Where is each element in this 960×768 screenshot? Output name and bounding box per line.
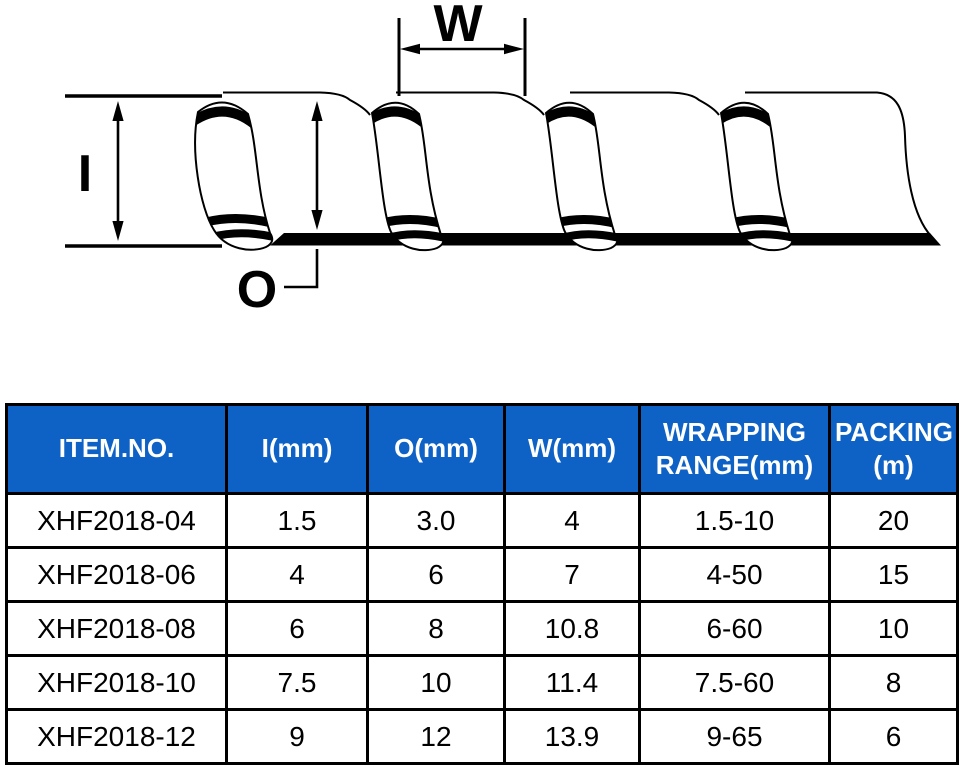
cell-w-mm: 11.4 bbox=[505, 656, 640, 710]
table-row bbox=[7, 494, 958, 548]
cell-i-mm: 1.5 bbox=[227, 494, 368, 548]
cell-i-mm: 9 bbox=[227, 710, 368, 764]
cell-w-mm: 10.8 bbox=[505, 602, 640, 656]
cell-w-mm: 13.9 bbox=[505, 710, 640, 764]
cell-wrapping-range: 7.5-60 bbox=[640, 656, 830, 710]
cell-wrapping-range: 6-60 bbox=[640, 602, 830, 656]
cell-packing: 20 bbox=[830, 494, 958, 548]
header-item-no: ITEM.NO. bbox=[7, 405, 227, 494]
cell-item-no: XHF2018-06 bbox=[7, 548, 227, 602]
header-o-mm: O(mm) bbox=[368, 405, 505, 494]
cell-item-no: XHF2018-04 bbox=[7, 494, 227, 548]
cell-wrapping-range: 9-65 bbox=[640, 710, 830, 764]
header-packing: PACKING (m) bbox=[830, 405, 958, 494]
inner-diameter-dimension bbox=[78, 101, 124, 241]
inner-diameter-label: I bbox=[77, 145, 93, 203]
table-row bbox=[7, 602, 958, 656]
cell-w-mm: 4 bbox=[505, 494, 640, 548]
cell-o-mm: 3.0 bbox=[368, 494, 505, 548]
cell-o-mm: 6 bbox=[368, 548, 505, 602]
cell-i-mm: 7.5 bbox=[227, 656, 368, 710]
header-i-mm: I(mm) bbox=[227, 405, 368, 494]
cell-packing: 10 bbox=[830, 602, 958, 656]
cell-i-mm: 4 bbox=[227, 548, 368, 602]
cell-item-no: XHF2018-10 bbox=[7, 656, 227, 710]
spec-table bbox=[5, 403, 959, 765]
cell-o-mm: 8 bbox=[368, 602, 505, 656]
cell-o-mm: 12 bbox=[368, 710, 505, 764]
cell-wrapping-range: 4-50 bbox=[640, 548, 830, 602]
cell-o-mm: 10 bbox=[368, 656, 505, 710]
table-row bbox=[7, 548, 958, 602]
band-width-dimension bbox=[399, 0, 525, 96]
cell-packing: 8 bbox=[830, 656, 958, 710]
spiral-loop-3 bbox=[542, 103, 624, 250]
spiral-loop-2 bbox=[368, 103, 450, 250]
spiral-loop-4 bbox=[717, 103, 799, 250]
cell-item-no: XHF2018-08 bbox=[7, 602, 227, 656]
cell-w-mm: 7 bbox=[505, 548, 640, 602]
header-row bbox=[7, 405, 958, 494]
cell-wrapping-range: 1.5-10 bbox=[640, 494, 830, 548]
cell-packing: 6 bbox=[830, 710, 958, 764]
spiral-loop-1 bbox=[192, 102, 278, 249]
header-w-mm: W(mm) bbox=[505, 405, 640, 494]
cell-i-mm: 6 bbox=[227, 602, 368, 656]
table-row bbox=[7, 656, 958, 710]
header-wrapping-range: WRAPPING RANGE(mm) bbox=[640, 405, 830, 494]
cell-item-no: XHF2018-12 bbox=[7, 710, 227, 764]
outer-diameter-label: O bbox=[236, 261, 278, 319]
band-width-label: W bbox=[433, 0, 483, 53]
cell-packing: 15 bbox=[830, 548, 958, 602]
table-row bbox=[7, 710, 958, 764]
